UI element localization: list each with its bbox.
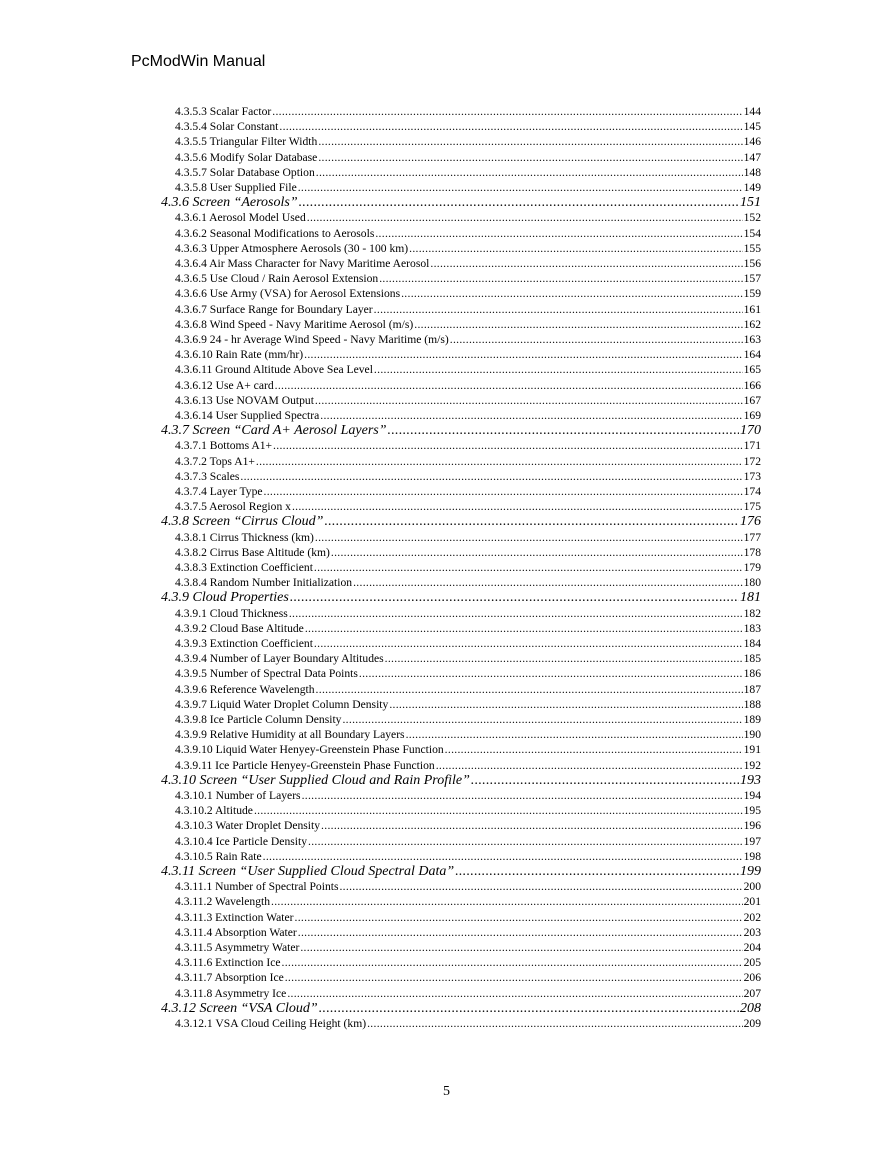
toc-subsection-entry xyxy=(175,712,761,727)
toc-entry-page: 175 xyxy=(743,500,761,514)
toc-entry-page: 185 xyxy=(743,652,761,666)
toc-entry-page: 169 xyxy=(743,409,761,422)
toc-entry-page: 190 xyxy=(743,728,761,742)
toc-subsection-entry xyxy=(175,286,761,301)
toc-entry-title: 4.3.9.11 Ice Particle Henyey-Greenstein Phase Function xyxy=(175,758,435,772)
toc-dot-leader xyxy=(385,651,743,666)
toc-entry-page: 166 xyxy=(743,378,761,392)
toc-entry-page: 174 xyxy=(743,485,761,498)
toc-subsection-entry xyxy=(175,666,761,681)
toc-entry-title: 4.3.8.4 Random Number Initialization xyxy=(175,576,353,590)
toc-dot-leader xyxy=(455,864,739,879)
toc-entry-title: 4.3.6 Screen “Aerosols” xyxy=(161,195,298,211)
toc-dot-leader xyxy=(388,423,739,438)
toc-subsection-entry xyxy=(175,834,761,849)
toc-entry-title: 4.3.10.2 Altitude xyxy=(175,804,253,818)
toc-entry-page: 192 xyxy=(743,758,761,772)
toc-subsection-entry xyxy=(175,438,761,453)
toc-entry-title: 4.3.8.3 Extinction Coefficient xyxy=(175,561,313,574)
toc-entry-page: 194 xyxy=(743,789,761,802)
toc-entry-page: 147 xyxy=(743,150,761,164)
toc-entry-page: 180 xyxy=(743,576,761,590)
toc-dot-leader xyxy=(445,742,743,757)
toc-dot-leader xyxy=(367,1016,743,1031)
toc-entry-title: 4.3.6.10 Rain Rate (mm/hr) xyxy=(175,348,304,362)
toc-dot-leader xyxy=(321,818,743,833)
toc-entry-title: 4.3.11 Screen “User Supplied Cloud Spectral Data” xyxy=(161,864,455,879)
toc-entry-page: 208 xyxy=(740,1000,761,1016)
toc-subsection-entry xyxy=(175,180,761,195)
toc-subsection-entry xyxy=(175,879,761,894)
toc-dot-leader xyxy=(302,788,743,803)
toc-entry-title: 4.3.10.4 Ice Particle Density xyxy=(175,834,308,848)
toc-subsection-entry xyxy=(175,545,761,560)
toc-entry-title: 4.3.11.8 Asymmetry Ice xyxy=(175,986,287,1000)
toc-subsection-entry xyxy=(175,408,761,423)
toc-entry-page: 181 xyxy=(740,590,761,606)
toc-entry-title: 4.3.7.5 Aerosol Region x xyxy=(175,500,291,514)
toc-subsection-entry xyxy=(175,241,761,256)
toc-subsection-entry xyxy=(175,910,761,925)
toc-entry-title: 4.3.10.1 Number of Layers xyxy=(175,789,301,802)
toc-dot-leader xyxy=(315,530,743,545)
toc-dot-leader xyxy=(254,803,743,818)
toc-entry-page: 191 xyxy=(743,743,761,757)
toc-subsection-entry xyxy=(175,940,761,955)
toc-entry-page: 163 xyxy=(743,333,761,346)
toc-entry-page: 155 xyxy=(743,241,761,255)
toc-dot-leader xyxy=(275,378,743,393)
toc-dot-leader xyxy=(316,682,743,697)
toc-entry-page: 157 xyxy=(743,272,761,286)
toc-dot-leader xyxy=(264,484,743,499)
toc-entry-page: 196 xyxy=(743,819,761,833)
toc-dot-leader xyxy=(314,636,743,651)
toc-subsection-entry xyxy=(175,636,761,651)
toc-entry-page: 201 xyxy=(743,895,761,909)
toc-entry-title: 4.3.6.2 Seasonal Modifications to Aerosols xyxy=(175,226,375,240)
toc-entry-title: 4.3.5.6 Modify Solar Database xyxy=(175,150,318,164)
toc-entry-page: 167 xyxy=(743,393,761,407)
toc-entry-page: 183 xyxy=(743,621,761,635)
toc-dot-leader xyxy=(305,621,743,636)
toc-entry-page: 209 xyxy=(743,1017,761,1030)
toc-entry-title: 4.3.9.8 Ice Particle Column Density xyxy=(175,713,342,726)
toc-subsection-entry xyxy=(175,347,761,362)
toc-entry-page: 195 xyxy=(743,804,761,818)
toc-section-entry xyxy=(161,514,761,529)
toc-section-entry xyxy=(161,864,761,879)
toc-subsection-entry xyxy=(175,986,761,1001)
toc-entry-page: 164 xyxy=(743,348,761,362)
toc-entry-title: 4.3.6.3 Upper Atmosphere Aerosols (30 - 100 km) xyxy=(175,241,409,255)
toc-entry-title: 4.3.10 Screen “User Supplied Cloud and Rain Profile” xyxy=(161,772,470,788)
toc-dot-leader xyxy=(315,393,743,408)
toc-entry-page: 182 xyxy=(743,606,761,620)
toc-dot-leader xyxy=(374,362,743,377)
toc-dot-leader xyxy=(409,241,742,256)
page-number: 5 xyxy=(443,1084,450,1099)
toc-entry-page: 156 xyxy=(743,257,761,270)
toc-entry-title: 4.3.6.12 Use A+ card xyxy=(175,378,274,392)
toc-subsection-entry xyxy=(175,317,761,332)
toc-entry-page: 165 xyxy=(743,363,761,377)
toc-entry-title: 4.3.9.6 Reference Wavelength xyxy=(175,682,315,696)
toc-dot-leader xyxy=(285,970,743,985)
toc-entry-page: 197 xyxy=(743,834,761,848)
toc-subsection-entry xyxy=(175,150,761,165)
toc-entry-title: 4.3.9.2 Cloud Base Altitude xyxy=(175,621,304,635)
toc-entry-title: 4.3.11.7 Absorption Ice xyxy=(175,971,284,985)
toc-subsection-entry xyxy=(175,849,761,864)
toc-dot-leader xyxy=(406,727,743,742)
toc-entry-page: 193 xyxy=(740,772,761,788)
toc-entry-title: 4.3.6.7 Surface Range for Boundary Layer xyxy=(175,302,373,316)
toc-dot-leader xyxy=(279,119,742,134)
toc-dot-leader xyxy=(401,286,743,301)
toc-entry-page: 189 xyxy=(743,713,761,726)
toc-subsection-entry xyxy=(175,621,761,636)
toc-entry-title: 4.3.6.13 Use NOVAM Output xyxy=(175,393,314,407)
toc-entry-page: 188 xyxy=(743,697,761,711)
toc-subsection-entry xyxy=(175,758,761,773)
toc-dot-leader xyxy=(273,438,743,453)
toc-dot-leader xyxy=(289,606,743,621)
toc-dot-leader xyxy=(379,271,742,286)
toc-entry-page: 171 xyxy=(743,439,761,453)
toc-subsection-entry xyxy=(175,894,761,909)
toc-entry-title: 4.3.8 Screen “Cirrus Cloud” xyxy=(161,514,324,530)
toc-entry-title: 4.3.12 Screen “VSA Cloud” xyxy=(161,1000,318,1016)
toc-entry-page: 187 xyxy=(743,682,761,696)
toc-subsection-entry xyxy=(175,1016,761,1031)
toc-subsection-entry xyxy=(175,226,761,241)
toc-dot-leader xyxy=(263,849,743,864)
toc-entry-page: 177 xyxy=(743,530,761,544)
toc-dot-leader xyxy=(450,332,743,347)
toc-entry-page: 179 xyxy=(743,561,761,574)
toc-entry-title: 4.3.9.7 Liquid Water Droplet Column Density xyxy=(175,697,389,711)
toc-entry-page: 184 xyxy=(743,637,761,650)
toc-dot-leader xyxy=(389,697,742,712)
toc-entry-title: 4.3.9.3 Extinction Coefficient xyxy=(175,637,313,650)
toc-entry-title: 4.3.6.8 Wind Speed - Navy Maritime Aerosol (m/s) xyxy=(175,317,414,331)
toc-entry-page: 159 xyxy=(743,287,761,301)
toc-entry-title: 4.3.9.4 Number of Layer Boundary Altitudes xyxy=(175,652,384,666)
toc-entry-title: 4.3.9.1 Cloud Thickness xyxy=(175,606,288,620)
toc-dot-leader xyxy=(319,1001,739,1016)
toc-entry-page: 149 xyxy=(743,181,761,194)
toc-dot-leader xyxy=(324,514,739,529)
toc-subsection-entry xyxy=(175,104,761,119)
toc-subsection-entry xyxy=(175,256,761,271)
toc-subsection-entry xyxy=(175,727,761,742)
toc-entry-title: 4.3.8.1 Cirrus Thickness (km) xyxy=(175,530,314,544)
toc-entry-page: 173 xyxy=(743,469,761,483)
toc-section-entry xyxy=(161,590,761,605)
toc-dot-leader xyxy=(359,666,743,681)
toc-entry-page: 186 xyxy=(743,667,761,681)
toc-section-entry xyxy=(161,195,761,210)
toc-dot-leader xyxy=(375,226,742,241)
toc-subsection-entry xyxy=(175,651,761,666)
toc-entry-title: 4.3.9.5 Number of Spectral Data Points xyxy=(175,667,358,681)
toc-entry-page: 162 xyxy=(743,317,761,331)
toc-subsection-entry xyxy=(175,818,761,833)
toc-dot-leader xyxy=(316,165,743,180)
toc-dot-leader xyxy=(331,545,743,560)
toc-dot-leader xyxy=(318,150,742,165)
toc-section-entry xyxy=(161,1001,761,1016)
toc-dot-leader xyxy=(298,925,743,940)
toc-entry-title: 4.3.11.1 Number of Spectral Points xyxy=(175,880,339,894)
toc-subsection-entry xyxy=(175,560,761,575)
toc-dot-leader xyxy=(304,347,742,362)
toc-entry-title: 4.3.5.7 Solar Database Option xyxy=(175,165,315,179)
toc-entry-page: 145 xyxy=(743,120,761,134)
toc-section-entry xyxy=(161,423,761,438)
toc-subsection-entry xyxy=(175,469,761,484)
toc-entry-page: 200 xyxy=(743,880,761,894)
toc-subsection-entry xyxy=(175,788,761,803)
toc-dot-leader xyxy=(308,834,743,849)
toc-entry-title: 4.3.7 Screen “Card A+ Aerosol Layers” xyxy=(161,423,387,439)
toc-entry-page: 204 xyxy=(743,941,761,954)
toc-entry-title: 4.3.10.5 Rain Rate xyxy=(175,849,262,863)
toc-subsection-entry xyxy=(175,970,761,985)
toc-entry-page: 144 xyxy=(743,105,761,118)
toc-entry-title: 4.3.12.1 VSA Cloud Ceiling Height (km) xyxy=(175,1017,367,1030)
document-header: PcModWin Manual xyxy=(131,53,266,70)
toc-subsection-entry xyxy=(175,119,761,134)
toc-subsection-entry xyxy=(175,484,761,499)
toc-dot-leader xyxy=(339,879,742,894)
toc-section-entry xyxy=(161,773,761,788)
toc-dot-leader xyxy=(295,910,743,925)
toc-entry-page: 207 xyxy=(743,986,761,1000)
toc-dot-leader xyxy=(374,302,743,317)
toc-entry-title: 4.3.5.3 Scalar Factor xyxy=(175,105,272,118)
toc-entry-page: 206 xyxy=(743,971,761,985)
toc-dot-leader xyxy=(342,712,742,727)
toc-entry-title: 4.3.6.1 Aerosol Model Used xyxy=(175,211,306,225)
toc-entry-title: 4.3.7.2 Tops A1+ xyxy=(175,454,255,468)
toc-subsection-entry xyxy=(175,134,761,149)
toc-dot-leader xyxy=(287,986,742,1001)
toc-subsection-entry xyxy=(175,606,761,621)
toc-dot-leader xyxy=(471,773,739,788)
toc-entry-title: 4.3.6.14 User Supplied Spectra xyxy=(175,409,320,422)
toc-dot-leader xyxy=(271,894,743,909)
toc-entry-title: 4.3.7.1 Bottoms A1+ xyxy=(175,439,273,453)
toc-entry-title: 4.3.8.2 Cirrus Base Altitude (km) xyxy=(175,545,330,559)
toc-entry-title: 4.3.9.9 Relative Humidity at all Boundary Layers xyxy=(175,728,405,742)
toc-dot-leader xyxy=(240,469,742,484)
toc-subsection-entry xyxy=(175,302,761,317)
toc-entry-page: 170 xyxy=(740,423,761,439)
toc-entry-title: 4.3.6.6 Use Army (VSA) for Aerosol Extensions xyxy=(175,287,401,301)
toc-dot-leader xyxy=(256,454,743,469)
toc-dot-leader xyxy=(430,256,742,271)
toc-subsection-entry xyxy=(175,393,761,408)
toc-subsection-entry xyxy=(175,499,761,514)
toc-dot-leader xyxy=(300,940,742,955)
toc-entry-title: 4.3.11.6 Extinction Ice xyxy=(175,956,281,970)
toc-entry-page: 203 xyxy=(743,925,761,939)
toc-dot-leader xyxy=(320,408,742,423)
toc-subsection-entry xyxy=(175,271,761,286)
toc-entry-page: 202 xyxy=(743,910,761,924)
toc-entry-title: 4.3.6.5 Use Cloud / Rain Aerosol Extension xyxy=(175,272,379,286)
toc-entry-title: 4.3.7.4 Layer Type xyxy=(175,485,263,498)
toc-subsection-entry xyxy=(175,925,761,940)
toc-entry-page: 161 xyxy=(743,302,761,316)
toc-entry-title: 4.3.5.5 Triangular Filter Width xyxy=(175,135,318,149)
toc-entry-page: 199 xyxy=(740,864,761,879)
toc-subsection-entry xyxy=(175,955,761,970)
toc-subsection-entry xyxy=(175,332,761,347)
toc-subsection-entry xyxy=(175,697,761,712)
toc-dot-leader xyxy=(307,210,743,225)
toc-subsection-entry xyxy=(175,575,761,590)
toc-entry-title: 4.3.6.9 24 - hr Average Wind Speed - Navy Maritime (m/s) xyxy=(175,333,449,346)
toc-subsection-entry xyxy=(175,362,761,377)
toc-dot-leader xyxy=(414,317,742,332)
toc-subsection-entry xyxy=(175,530,761,545)
toc-entry-page: 176 xyxy=(740,514,761,530)
toc-dot-leader xyxy=(292,499,743,514)
toc-entry-title: 4.3.11.5 Asymmetry Water xyxy=(175,941,300,954)
toc-subsection-entry xyxy=(175,165,761,180)
toc-entry-title: 4.3.7.3 Scales xyxy=(175,469,240,483)
toc-subsection-entry xyxy=(175,682,761,697)
toc-entry-title: 4.3.9 Cloud Properties xyxy=(161,590,289,606)
toc-dot-leader xyxy=(272,104,742,119)
toc-dot-leader xyxy=(299,195,739,210)
toc-entry-page: 178 xyxy=(743,545,761,559)
toc-entry-title: 4.3.6.4 Air Mass Character for Navy Maritime Aerosol xyxy=(175,257,430,270)
toc-subsection-entry xyxy=(175,210,761,225)
toc-dot-leader xyxy=(282,955,743,970)
toc-entry-page: 198 xyxy=(743,849,761,863)
toc-entry-title: 4.3.10.3 Water Droplet Density xyxy=(175,819,321,833)
toc-subsection-entry xyxy=(175,454,761,469)
toc-dot-leader xyxy=(298,180,743,195)
toc-entry-title: 4.3.5.8 User Supplied File xyxy=(175,181,297,194)
toc-entry-page: 151 xyxy=(740,195,761,211)
toc-entry-page: 205 xyxy=(743,956,761,970)
toc-dot-leader xyxy=(318,134,742,149)
toc-dot-leader xyxy=(436,758,743,773)
toc-dot-leader xyxy=(353,575,743,590)
toc-entry-title: 4.3.11.3 Extinction Water xyxy=(175,910,294,924)
toc-subsection-entry xyxy=(175,742,761,757)
toc-subsection-entry xyxy=(175,803,761,818)
toc-entry-page: 148 xyxy=(743,165,761,179)
toc-entry-page: 152 xyxy=(743,211,761,225)
toc-entry-title: 4.3.5.4 Solar Constant xyxy=(175,120,279,134)
toc-entry-title: 4.3.6.11 Ground Altitude Above Sea Level xyxy=(175,363,373,377)
toc-entry-page: 154 xyxy=(743,226,761,240)
toc-entry-page: 172 xyxy=(743,454,761,468)
toc-dot-leader xyxy=(290,590,739,605)
toc-entry-page: 146 xyxy=(743,135,761,149)
toc-entry-title: 4.3.11.4 Absorption Water xyxy=(175,925,297,939)
toc-subsection-entry xyxy=(175,378,761,393)
toc-entry-title: 4.3.11.2 Wavelength xyxy=(175,895,271,909)
toc-dot-leader xyxy=(314,560,743,575)
toc-entry-title: 4.3.9.10 Liquid Water Henyey-Greenstein Phase Function xyxy=(175,743,444,757)
